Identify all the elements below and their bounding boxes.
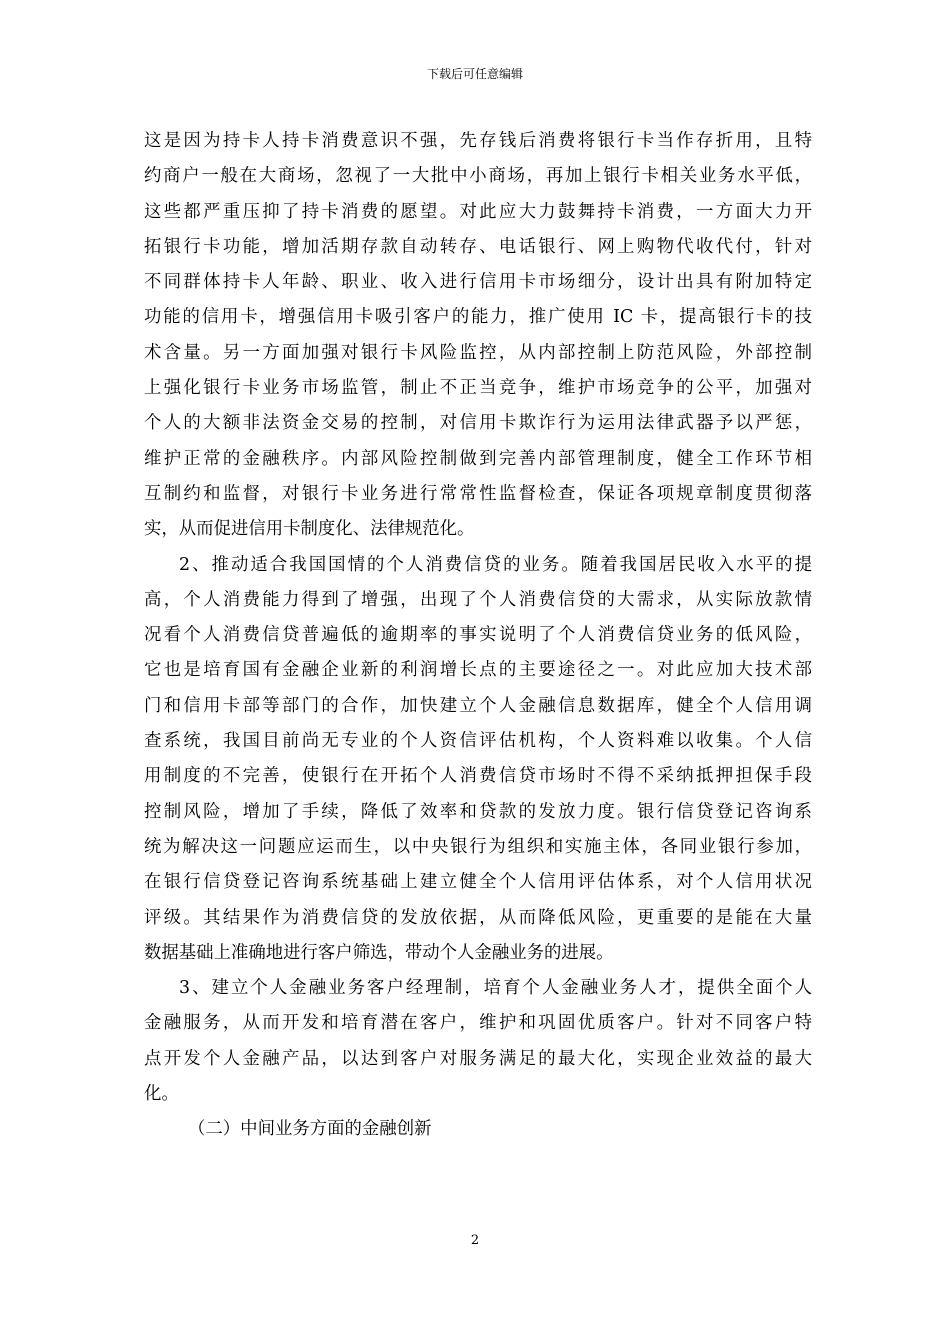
text-line: 金融服务，从而开发和培育潜在客户，维护和巩固优质客户。针对不同客户特	[144, 1013, 812, 1034]
text-line: 功能的信用卡，增强信用卡吸引客户的能力，推广使用 IC 卡，提高银行卡的技	[144, 307, 812, 328]
text-line: 化。	[144, 1084, 179, 1105]
section-heading: （二）中间业务方面的金融创新	[188, 1119, 432, 1140]
text-line: 2、推动适合我国国情的个人消费信贷的业务。随着我国居民收入水平的提	[179, 554, 812, 575]
text-line: 查系统，我国目前尚无专业的个人资信评估机构，个人资料难以收集。个人信	[144, 731, 812, 752]
text-line: 评级。其结果作为消费信贷的发放依据，从而降低风险，更重要的是能在大量	[144, 907, 812, 928]
text-line: 数据基础上准确地进行客户筛选，带动个人金融业务的进展。	[144, 942, 614, 963]
text-line: 互制约和监督，对银行卡业务进行常常性监督检查，保证各项规章制度贯彻落	[144, 483, 812, 504]
text-line: 统为解决这一问题应运而生，以中央银行为组织和实施主体，各同业银行参加，	[144, 836, 812, 857]
text-line: 这是因为持卡人持卡消费意识不强，先存钱后消费将银行卡当作存折用，且特	[144, 131, 812, 151]
page-number: 2	[470, 1233, 480, 1248]
text-line: 控制风险，增加了手续，降低了效率和贷款的发放力度。银行信贷登记咨询系	[144, 801, 812, 822]
text-line: 点开发个人金融产品，以达到客户对服务满足的最大化，实现企业效益的最大	[144, 1048, 812, 1069]
text-line: 在银行信贷登记咨询系统基础上建立健全个人信用评估体系，对个人信用状况	[144, 872, 812, 893]
text-line: 拓银行卡功能，增加活期存款自动转存、电话银行、网上购物代收代付，针对	[144, 236, 812, 257]
text-line: 上强化银行卡业务市场监管，制止不正当竞争，维护市场竞争的公平，加强对	[144, 378, 812, 399]
text-line: 术含量。另一方面加强对银行卡风险监控，从内部控制上防范风险，外部控制	[144, 342, 812, 363]
text-line: 用制度的不完善，使银行在开拓个人消费信贷市场时不得不采纳抵押担保手段	[144, 766, 812, 787]
text-line: 况看个人消费信贷普遍低的逾期率的事实说明了个人消费信贷业务的低风险，	[144, 625, 812, 646]
page-header: 下载后可任意编辑	[426, 67, 523, 81]
text-line: 门和信用卡部等部门的合作，加快建立个人金融信息数据库，健全个人信用调	[144, 695, 812, 716]
text-line: 这些都严重压抑了持卡消费的愿望。对此应大力鼓舞持卡消费，一方面大力开	[144, 201, 812, 222]
text-line: 3、建立个人金融业务客户经理制，培育个人金融业务人才，提供全面个人	[179, 978, 812, 999]
text-line: 个人的大额非法资金交易的控制，对信用卡欺诈行为运用法律武器予以严惩，	[144, 413, 812, 434]
text-line: 高，个人消费能力得到了增强，出现了个人消费信贷的大需求，从实际放款情	[144, 589, 812, 610]
document-body	[144, 124, 812, 1148]
text-line: 约商户一般在大商场，忽视了一大批中小商场，再加上银行卡相关业务水平低，	[144, 166, 812, 187]
text-line: 维护正常的金融秩序。内部风险控制做到完善内部管理制度，健全工作环节相	[144, 448, 812, 469]
text-line: 实，从而促进信用卡制度化、法律规范化。	[144, 519, 475, 540]
text-line: 不同群体持卡人年龄、职业、收入进行信用卡市场细分，设计出具有附加特定	[144, 272, 812, 293]
text-line: 它也是培育国有金融企业新的利润增长点的主要途径之一。对此应加大技术部	[144, 660, 812, 681]
